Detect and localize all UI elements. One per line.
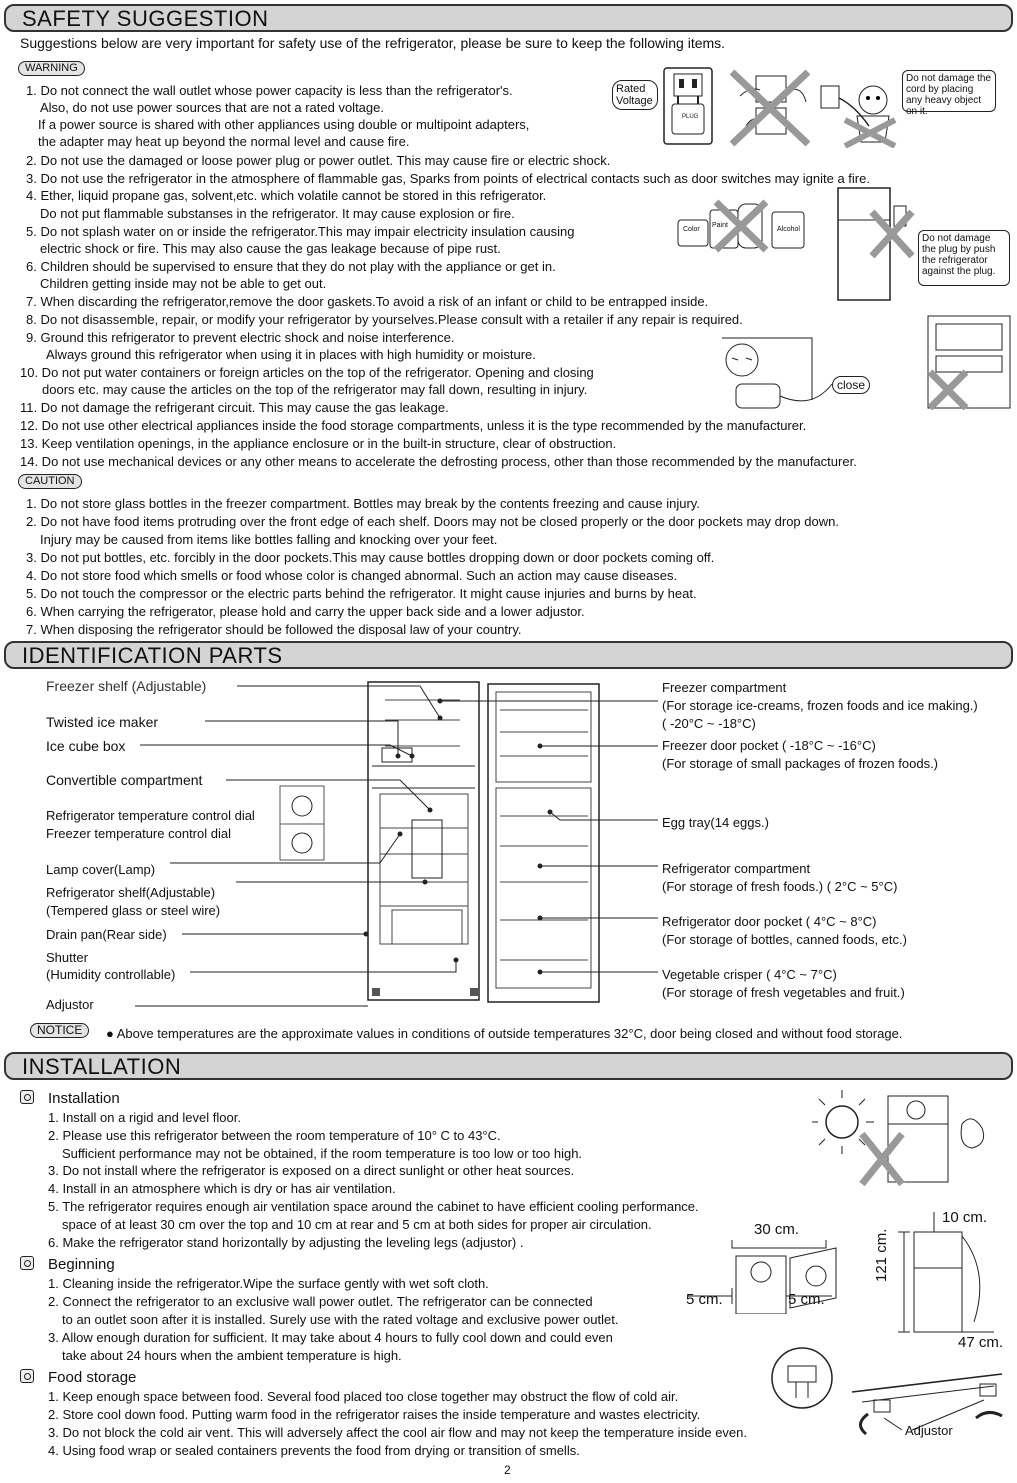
front-clearance-diagram [686,1238,866,1314]
list-item: 8. Do not disassemble, repair, or modify your refrigerator by yourselves.Please consult with a retailer if any repair is required. [26,312,743,327]
bottle-label: Color [683,226,700,233]
list-item: 11. Do not damage the refrigerant circuit. This may cause the gas leakage. [20,400,449,415]
list-item: the adapter may heat up beyond the normal level and cause fire. [38,134,410,149]
list-item: 1. Keep enough space between food. Several food placed too close together may obstruct the flow of cold air. [48,1389,679,1404]
list-item: to an outlet soon after it is installed. Surely use with the rated voltage and exclusive power outlet. [62,1312,619,1327]
caution-tag: CAUTION [18,474,82,489]
part-label: ( -20°C ~ -18°C) [662,716,756,731]
part-label: Refrigerator compartment [662,861,811,876]
part-label: Freezer compartment [662,680,787,695]
list-item: 5. Do not splash water on or inside the refrigerator.This may impair electricity insulation causing [26,224,575,239]
adjustor-illustration [762,1346,1012,1442]
dim-top: 30 cm. [754,1221,800,1238]
part-label: (Humidity controllable) [46,967,176,982]
sunlight-illustration [812,1088,998,1186]
list-item: Always ground this refrigerator when using it in places with high humidity or moisture. [46,347,536,362]
rated-voltage-bubble: Rated Voltage [612,80,658,110]
fridge-diagram [0,670,1017,1015]
side-clearance-diagram [894,1209,1004,1338]
notice-tag: NOTICE [30,1023,89,1038]
safety-title: SAFETY SUGGESTION [22,6,269,31]
plug-warning-bubble: Do not damage the plug by push the refrigerator against the plug. [918,230,1010,286]
adjustor-label: Adjustor [905,1423,953,1438]
section-bullet [20,1090,34,1104]
list-item: take about 24 hours when the ambient temperature is high. [62,1348,402,1363]
section-heading: Beginning [48,1256,115,1273]
part-label: (For storage of fresh vegetables and fruit.) [662,985,905,1000]
list-item: 3. Do not use the refrigerator in the atmosphere of flammable gas, Sparks from points of electrical contacts such as door switches may ignite a fire. [26,171,870,186]
list-item: 10. Do not put water containers or foreign articles on the top of the refrigerator. Opening and closing [20,365,594,380]
outlet-plug-illustration [660,66,716,148]
list-item: 1. Do not connect the wall outlet whose power capacity is less than the refrigerator's. [26,83,513,98]
list-item: 7. When disposing the refrigerator should be followed the disposal law of your country. [26,622,522,637]
part-label: Vegetable crisper ( 4°C ~ 7°C) [662,967,837,982]
list-item: 13. Keep ventilation openings, in the appliance enclosure or in the built-in structure, clear of obstruction. [20,436,617,451]
list-item: 6. Children should be supervised to ensure that they do not play with the appliance or get in. [26,259,556,274]
list-item: 2. Do not have food items protruding over the front edge of each shelf. Doors may not be closed properly or the door pockets may drop down. [26,514,839,529]
part-label: Shutter [46,950,88,965]
list-item: electric shock or fire. This may also cause the gas leakage because of pipe rust. [40,241,501,256]
fridge-open-illustration [926,314,1012,410]
page-number: 2 [504,1463,511,1477]
list-item: 12. Do not use other electrical appliances inside the food storage compartments, unless it is the type recommended by the manufacturer. [20,418,807,433]
list-item: 5. Do not touch the compressor or the electric parts behind the refrigerator. It might cause injuries and burns by heat. [26,586,697,601]
list-item: space of at least 30 cm over the top and 10 cm at rear and 5 cm at both sides for proper air circulation. [62,1217,652,1232]
list-item: 2. Please use this refrigerator between the room temperature of 10° C to 43°C. [48,1128,501,1143]
list-item: 1. Install on a rigid and level floor. [48,1110,241,1125]
part-label: Freezer temperature control dial [46,826,231,841]
part-label: Freezer door pocket ( -18°C ~ -16°C) [662,738,876,753]
list-item: 3. Allow enough duration for sufficient. It may take about 4 hours to fully cool down and could even [48,1330,613,1345]
child-door-illustration [702,330,874,412]
list-item: 7. When discarding the refrigerator,remove the door gaskets.To avoid a risk of an infant or child to be entrapped inside. [26,294,709,309]
list-item: 6. Make the refrigerator stand horizontally by adjusting the leveling legs (adjustor) . [48,1235,524,1250]
list-item: Also, do not use power sources that are not a rated voltage. [40,100,384,115]
safety-header [4,4,1013,32]
part-label: Lamp cover(Lamp) [46,862,156,877]
part-label: Refrigerator temperature control dial [46,808,255,823]
list-item: 4. Using food wrap or sealed containers prevents the food from drying or transition of smells. [48,1443,580,1458]
bottle-label: Alcohol [777,226,800,233]
list-item: 9. Ground this refrigerator to prevent electric shock and noise interference. [26,330,455,345]
part-label: (For storage of bottles, canned foods, etc.) [662,932,907,947]
multi-adapter-illustration [730,66,810,148]
list-item: 2. Connect the refrigerator to an exclusive wall power outlet. The refrigerator can be connected [48,1294,593,1309]
list-item: If a power source is shared with other appliances using double or multipoint adapters, [38,117,530,132]
list-item: 3. Do not install where the refrigerator is exposed on a direct sunlight or other heat sources. [48,1163,575,1178]
part-label: Egg tray(14 eggs.) [662,815,769,830]
list-item: Do not put flammable substanses in the refrigerator. It may cause explosion or fire. [40,206,515,221]
list-item: Sufficient performance may not be obtained, if the room temperature is too low or too high. [62,1146,583,1161]
list-item: 4. Install in an atmosphere which is dry or has air ventilation. [48,1181,396,1196]
section-bullet [20,1256,34,1270]
section-heading: Installation [48,1090,120,1107]
section-heading: Food storage [48,1369,137,1386]
warning-tag: WARNING [18,61,85,76]
safety-intro: Suggestions below are very important for safety use of the refrigerator, please be sure to keep the following items. [20,35,726,51]
list-item: 3. Do not put bottles, etc. forcibly in the door pockets.This may cause bottles dropping down or door pockets coming off. [26,550,715,565]
part-label: (For storage of small packages of frozen foods.) [662,756,939,771]
fridge-plug-illustration [832,186,918,304]
part-label: Refrigerator door pocket ( 4°C ~ 8°C) [662,914,877,929]
list-item: 5. The refrigerator requires enough air ventilation space around the cabinet to have efficient cooling performance. [48,1199,699,1214]
part-label: Twisted ice maker [46,714,159,730]
dim-depth: 47 cm. [958,1334,1004,1351]
list-item: 4. Do not store food which smells or food whose color is changed abnormal. Such an action may cause diseases. [26,568,678,583]
plug-label: PLUG [682,114,699,120]
dim-rear: 10 cm. [942,1209,988,1226]
close-bubble: close [832,376,870,394]
list-item: 1. Do not store glass bottles in the freezer compartment. Bottles may break by the contents freezing and cause injury. [26,496,700,511]
dim-left: 5 cm. [686,1291,723,1308]
dim-height: 121 cm. [873,1228,890,1282]
part-label: Ice cube box [46,738,126,754]
list-item: 14. Do not use mechanical devices or any other means to accelerate the defrosting process, other than those recommended by the manufacturer. [20,454,857,469]
part-label: (For storage of fresh foods.) ( 2°C ~ 5°C) [662,879,898,894]
cord-damage-illustration [815,66,901,148]
identification-header [4,641,1013,669]
list-item: 1. Cleaning inside the refrigerator.Wipe the surface gently with wet soft cloth. [48,1276,489,1291]
section-bullet [20,1369,34,1383]
part-label: (For storage ice-creams, frozen foods and ice making.) [662,698,978,713]
notice-text: ● Above temperatures are the approximate values in conditions of outside temperatures 32°C, door being closed and without food storage. [106,1026,903,1041]
dim-right: 5 cm. [788,1291,825,1308]
list-item: 4. Ether, liquid propane gas, solvent,etc. which volatile cannot be stored in this refrigerator. [26,188,547,203]
bottle-label: Paint [712,222,728,229]
installation-header [4,1052,1013,1080]
list-item: doors etc. may cause the articles on the top of the refrigerator may fall down, resulting in injury. [42,382,588,397]
part-label: Refrigerator shelf(Adjustable) [46,885,216,900]
part-label: Convertible compartment [46,772,203,788]
part-label: (Tempered glass or steel wire) [46,903,221,918]
part-label: Drain pan(Rear side) [46,927,167,942]
list-item: 6. When carrying the refrigerator, please hold and carry the upper back side and a lower adjustor. [26,604,585,619]
list-item: Injury may be caused from items like bottles falling and knocking over your feet. [40,532,498,547]
identification-title: IDENTIFICATION PARTS [22,643,283,668]
list-item: 2. Store cool down food. Putting warm food in the refrigerator raises the inside temperature and wastes electricity. [48,1407,701,1422]
list-item: Children getting inside may not be able to get out. [40,276,327,291]
part-label: Adjustor [46,997,94,1012]
list-item: 3. Do not block the cold air vent. This will adversely affect the cool air flow and may not keep the temperature inside even. [48,1425,748,1440]
list-item: 2. Do not use the damaged or loose power plug or power outlet. This may cause fire or electric shock. [26,153,611,168]
part-label: Freezer shelf (Adjustable) [46,678,207,694]
installation-title: INSTALLATION [22,1054,182,1079]
cord-warning-bubble: Do not damage the cord by placing any heavy object on it. [902,70,996,112]
